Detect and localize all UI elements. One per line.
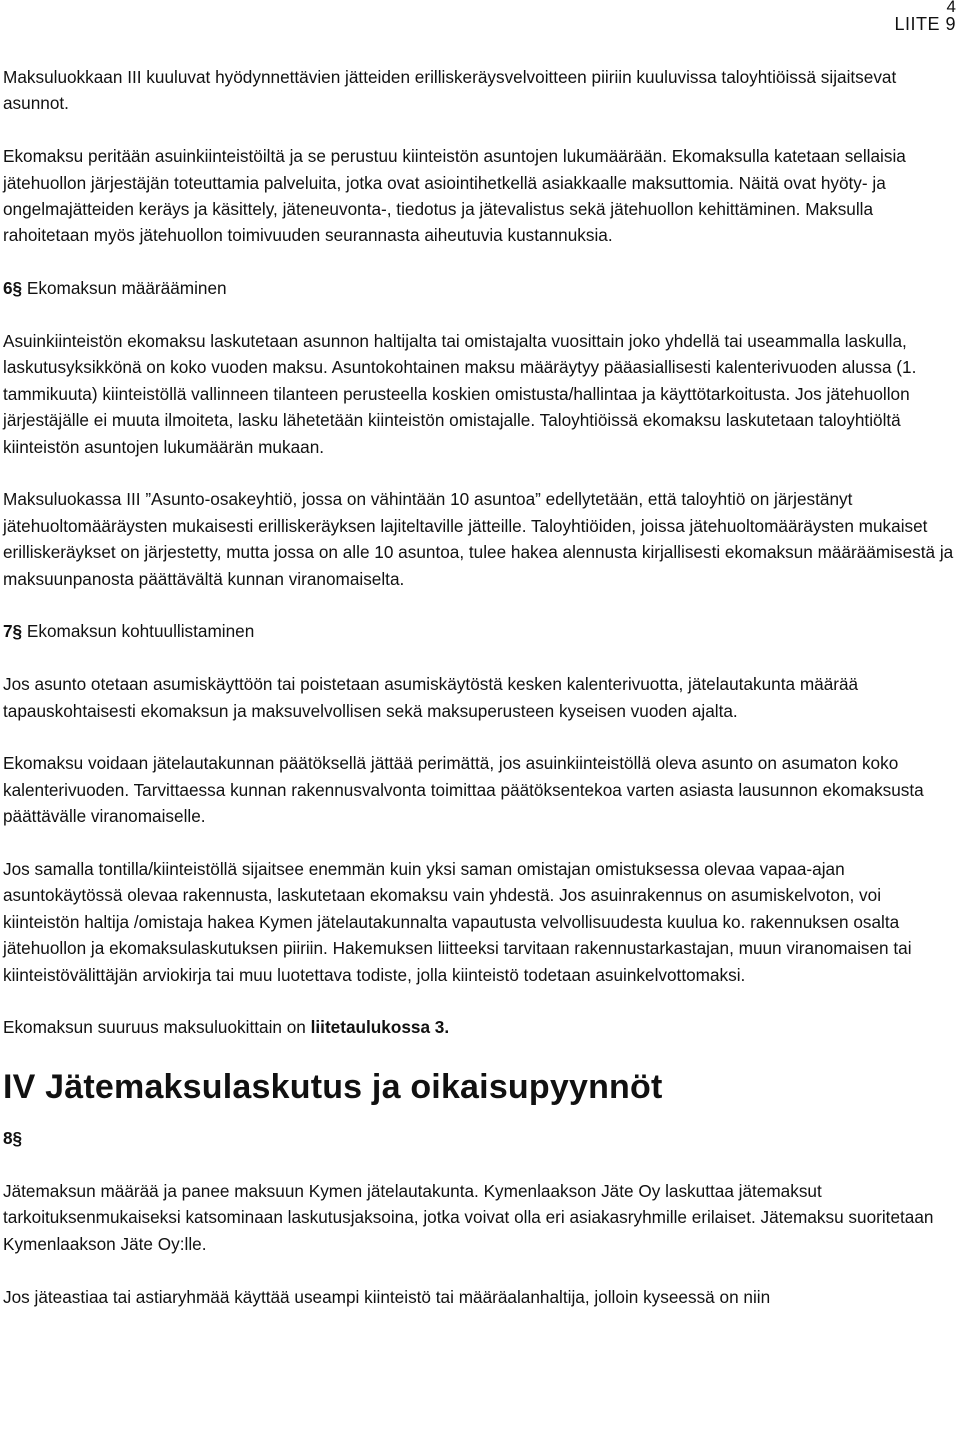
paragraph-8-text: Ekomaksun suuruus maksuluokittain on bbox=[3, 1017, 311, 1038]
section-6-number: 6§ bbox=[3, 278, 23, 299]
section-7-number: 7§ bbox=[3, 621, 23, 642]
attachment-label: LIITE 9 bbox=[894, 14, 956, 34]
paragraph-5: Jos asunto otetaan asumiskäyttöön tai poistetaan asumiskäytöstä kesken kalenterivuotta, jätelautakunta määrää tapauskohtaisesti ekomaksun ja maksuvelvollisen sekä maksuperusteen kyseisen vuoden ajalta. bbox=[3, 674, 859, 721]
section-6-title: Ekomaksun määrääminen bbox=[22, 278, 227, 299]
paragraph-8-reference: liitetaulukossa 3. bbox=[310, 1017, 450, 1038]
paragraph-7: Jos samalla tontilla/kiinteistöllä sijaitsee enemmän kuin yksi saman omistajan omistuksessa olevaa vapaa-ajan asuntokäytössä olevaa rakennusta, laskutetaan ekomaksu vain yhdestä. Jos asuinrakennus on asumiskelvoton, voi kiinteistön haltija /omistaja hakea Kymen jätelautakunnalta vapautusta velvollisuudesta kuulua ko. rakennuksen osalta jätehuollon ja ekomaksulaskutuksen piiriin. Hakemuksen liitteeksi tarvitaan rakennustarkastajan, muun viranomaisen tai kiinteistövälittäjän arviokirja tai muu luotettava todiste, jolla kiinteistö todetaan asuinkelvottomaksi. bbox=[3, 859, 912, 985]
paragraph-10: Jos jäteastiaa tai astiaryhmää käyttää useampi kiinteistö tai määräalanhaltija, jolloin kyseessä on niin bbox=[3, 1286, 771, 1307]
chapter-heading: IV Jätemaksulaskutus ja oikaisupyynnöt bbox=[3, 1068, 663, 1107]
paragraph-9: Jätemaksun määrää ja panee maksuun Kymen jätelautakunta. Kymenlaakson Jäte Oy laskuttaa jätemaksut tarkoituksenmukaiseksi katsominaan laskutusjaksoina, jotka voivat olla eri asiakasryhmille erilaiset. Jätemaksu suoritetaan Kymenlaakson Jäte Oy:lle. bbox=[3, 1181, 934, 1254]
paragraph-6: Ekomaksu voidaan jätelautakunnan päätöksellä jättää perimättä, jos asuinkiinteistöllä oleva asunto on asumaton koko kalenterivuoden. Tarvittaessa kunnan rakennusvalvonta toimittaa päätöksentekoa varten asiasta lausunnon ekomaksusta päättävälle viranomaiselle. bbox=[3, 753, 924, 827]
paragraph-1: Maksuluokkaan III kuuluvat hyödynnettävien jätteiden erilliskeräysvelvoitteen piiriin kuuluvissa taloyhtiöissä sijaitsevat asunnot. bbox=[3, 67, 897, 114]
page-header bbox=[894, 0, 956, 34]
section-7-title: Ekomaksun kohtuullistaminen bbox=[22, 621, 255, 642]
paragraph-8 bbox=[3, 1014, 955, 1040]
page-number: 4 bbox=[946, 0, 956, 16]
section-7-heading bbox=[3, 618, 955, 644]
paragraph-2: Ekomaksu peritään asuinkiinteistöiltä ja se perustuu kiinteistön asuntojen lukumäärään. Ekomaksulla katetaan sellaisia jätehuollon järjestäjän toteuttamia palveluita, jotka ovat asiointihetkellä asiakkaalle maksuttomia. Näitä ovat hyöty- ja ongelmajätteiden keräys ja käsittely, jäteneuvonta-, tiedotus ja jätevalistus sekä jätehuollon kehittäminen. Maksulla rahoitetaan myös jätehuollon toimivuuden seurannasta aiheutuvia kustannuksia. bbox=[3, 146, 906, 246]
paragraph-3: Asuinkiinteistön ekomaksu laskutetaan asunnon haltijalta tai omistajalta vuosittain joko yhdellä tai useammalla laskulla, laskutusyksikkönä on koko vuoden maksu. Asuntokohtainen maksu määräytyy pääasiallisesti kalenterivuoden alussa (1. tammikuuta) kiinteistöllä vallinneen tilanteen perusteella koskien omistusta/hallintaa ja käyttötarkoitusta. Jos jätehuollon järjestäjälle ei muuta ilmoiteta, lasku lähetetään kiinteistön omistajalle. Taloyhtiöissä ekomaksu laskutetaan taloyhtiöltä kiinteistön asuntojen lukumäärän mukaan. bbox=[3, 331, 917, 457]
paragraph-4: Maksuluokassa III ”Asunto-osakeyhtiö, jossa on vähintään 10 asuntoa” edellytetään, että taloyhtiö on järjestänyt jätehuoltomääräysten mukaisesti erilliskeräyksen lajiteltaville jätteille. Taloyhtiöiden, joissa jätehuoltomääräysten mukaiset erilliskeräykset on järjestetty, mutta jossa on alle 10 asuntoa, tulee hakea alennusta kirjallisesti ekomaksun määräämisestä ja maksuunpanosta päättävältä kunnan viranomaiselta. bbox=[3, 489, 954, 589]
document-body bbox=[3, 64, 955, 1336]
section-8-heading: 8§ bbox=[3, 1128, 23, 1149]
section-6-heading bbox=[3, 275, 955, 301]
